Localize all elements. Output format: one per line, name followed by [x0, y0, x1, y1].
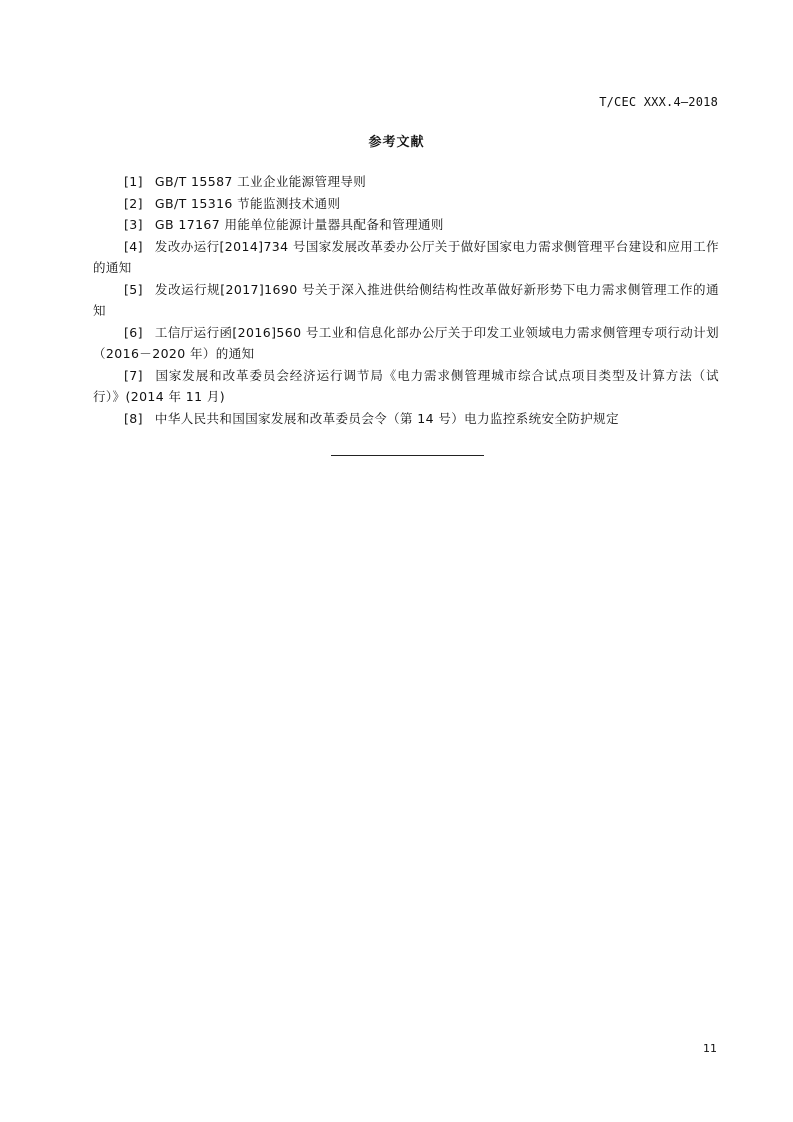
- reference-item-2: [93, 193, 719, 215]
- reference-number: [6]: [124, 324, 143, 340]
- reference-item-6: [93, 322, 719, 365]
- reference-item-3: [93, 214, 719, 236]
- standard-code: T/CEC XXX.4—2018: [599, 95, 718, 109]
- reference-number: [4]: [124, 238, 143, 254]
- reference-number: [5]: [124, 281, 143, 297]
- reference-item-7: [93, 365, 719, 408]
- reference-item-5: [93, 279, 719, 322]
- reference-text: 工信厅运行函[2016]560 号工业和信息化部办公厅关于印发工业领域电力需求侧管理专项行动计划（2016－2020 年）的通知: [93, 324, 719, 361]
- reference-text: 发改运行规[2017]1690 号关于深入推进供给侧结构性改革做好新形势下电力需求侧管理工作的通知: [93, 281, 719, 318]
- reference-text: 发改办运行[2014]734 号国家发展改革委办公厅关于做好国家电力需求侧管理平台建设和应用工作的通知: [93, 238, 719, 275]
- reference-text: GB/T 15316 节能监测技术通则: [154, 195, 341, 211]
- reference-item-1: [93, 171, 719, 193]
- end-divider: [331, 455, 484, 456]
- reference-item-4: [93, 236, 719, 279]
- reference-number: [7]: [124, 367, 143, 383]
- reference-number: [3]: [124, 217, 143, 232]
- reference-number: [2]: [124, 195, 143, 211]
- reference-number: [1]: [124, 174, 143, 189]
- reference-item-8: [93, 408, 719, 430]
- reference-list: [93, 171, 719, 429]
- page-title: 参考文献: [368, 135, 425, 150]
- reference-text: GB 17167 用能单位能源计量器具配备和管理通则: [154, 217, 444, 232]
- reference-text: GB/T 15587 工业企业能源管理导则: [154, 174, 367, 189]
- page-number: 11: [703, 1042, 717, 1055]
- reference-text: 国家发展和改革委员会经济运行调节局《电力需求侧管理城市综合试点项目类型及计算方法（试行）》(2014 年 11 月): [93, 367, 719, 404]
- reference-text: 中华人民共和国国家发展和改革委员会令（第 14 号）电力监控系统安全防护规定: [154, 410, 619, 426]
- reference-number: [8]: [124, 410, 143, 426]
